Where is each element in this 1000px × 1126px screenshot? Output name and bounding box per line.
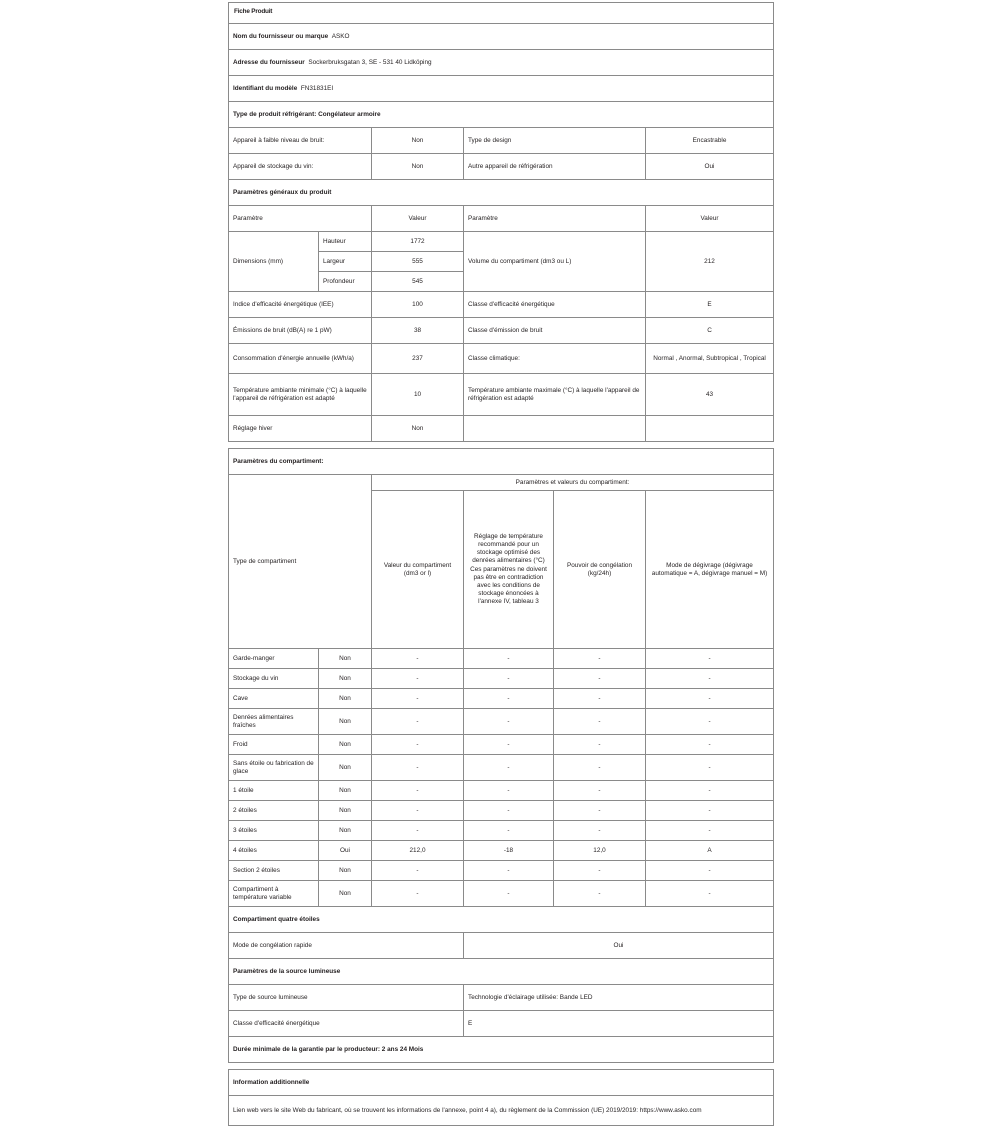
- compartment-freezing: -: [554, 861, 646, 881]
- annual-energy-label: Consommation d'énergie annuelle (kWh/a): [229, 344, 372, 374]
- light-type-row: [229, 985, 774, 1011]
- compartment-temp: -: [464, 755, 554, 781]
- compartment-temp: -: [464, 801, 554, 821]
- additional-info-row: [229, 1096, 774, 1126]
- compartment-temp: -: [464, 735, 554, 755]
- compartment-defrost: -: [646, 801, 774, 821]
- noise-class-label: Classe d'émission de bruit: [464, 318, 646, 344]
- iee-value: 100: [372, 292, 464, 318]
- compartment-volume: -: [372, 801, 464, 821]
- table-row: [229, 801, 774, 821]
- max-temp-value: 43: [646, 374, 774, 416]
- energy-class-label: Classe d'efficacité énergétique: [464, 292, 646, 318]
- product-type-row: [229, 102, 774, 128]
- winter-empty-value: [646, 416, 774, 442]
- min-temp-label: Température ambiante minimale (°C) à laquelle l'appareil de réfrigération est adapté: [229, 374, 372, 416]
- compartment-col-defrost: Mode de dégivrage (dégivrage automatique = A, dégivrage manuel = M): [646, 491, 774, 649]
- compartment-name: Stockage du vin: [229, 669, 319, 689]
- annual-energy-row: [229, 344, 774, 374]
- table-row: [229, 841, 774, 861]
- compartment-freezing: -: [554, 881, 646, 907]
- other-refrig-value: Oui: [646, 154, 774, 180]
- compartment-freezing: -: [554, 781, 646, 801]
- compartment-name: 2 étoiles: [229, 801, 319, 821]
- compartment-group-header: Paramètres et valeurs du compartiment:: [372, 475, 774, 491]
- address-value: Sockerbruksgatan 3, SE - 531 40 Lidköping: [308, 58, 432, 66]
- compartment-name: Compartiment à température variable: [229, 881, 319, 907]
- low-noise-row: [229, 128, 774, 154]
- compartment-freezing: -: [554, 689, 646, 709]
- compartment-col-type: Type de compartiment: [229, 475, 372, 649]
- compartment-defrost: -: [646, 649, 774, 669]
- model-cell: [229, 76, 774, 102]
- compartment-defrost: A: [646, 841, 774, 861]
- col-value-right: Valeur: [646, 206, 774, 232]
- compartment-defrost: -: [646, 861, 774, 881]
- low-noise-label: Appareil à faible niveau de bruit:: [229, 128, 372, 154]
- compartment-freezing: -: [554, 709, 646, 735]
- compartment-defrost: -: [646, 781, 774, 801]
- compartment-temp: -: [464, 861, 554, 881]
- dimension-height-row: [229, 232, 774, 252]
- model-value: FN31831EI: [300, 84, 334, 92]
- dimensions-label: Dimensions (mm): [229, 232, 319, 292]
- compartment-volume: -: [372, 709, 464, 735]
- compartment-present: Non: [319, 689, 372, 709]
- product-type: Type de produit réfrigérant: Congélateur armoire: [229, 102, 774, 128]
- compartment-defrost: -: [646, 881, 774, 907]
- depth-label: Profondeur: [319, 272, 372, 292]
- compartment-defrost: -: [646, 689, 774, 709]
- table-row: [229, 781, 774, 801]
- wine-storage-value: Non: [372, 154, 464, 180]
- table-row: [229, 821, 774, 841]
- compartment-volume-label: Volume du compartiment (dm3 ou L): [464, 232, 646, 292]
- compartment-defrost: -: [646, 709, 774, 735]
- compartment-freezing: -: [554, 649, 646, 669]
- compartment-freezing: -: [554, 801, 646, 821]
- additional-section-header: [229, 1070, 774, 1096]
- iee-label: Indice d'efficacité énergétique (IEE): [229, 292, 372, 318]
- compartment-name: Section 2 étoiles: [229, 861, 319, 881]
- compartment-col-temp: Réglage de température recommandé pour un stockage optimisé des denrées alimentaires (°C) Ces paramètres ne doivent pas être en contradiction avec les conditions de stockage énoncées à l'annexe IV, tableau 3: [464, 491, 554, 649]
- supplier-row: [229, 24, 774, 50]
- iee-row: [229, 292, 774, 318]
- col-param-left: Paramètre: [229, 206, 372, 232]
- winter-setting-row: [229, 416, 774, 442]
- compartment-temp: -: [464, 881, 554, 907]
- noise-value: 38: [372, 318, 464, 344]
- compartment-freezing: -: [554, 669, 646, 689]
- compartment-section-title: Paramètres du compartiment:: [229, 449, 774, 475]
- title-row: [229, 3, 774, 24]
- general-section-header: [229, 180, 774, 206]
- compartment-present: Non: [319, 755, 372, 781]
- table-row: [229, 669, 774, 689]
- compartment-volume: -: [372, 821, 464, 841]
- table-row: [229, 689, 774, 709]
- compartment-volume: -: [372, 649, 464, 669]
- col-param-right: Paramètre: [464, 206, 646, 232]
- light-class-value: E: [464, 1011, 774, 1037]
- light-source-section-title: Paramètres de la source lumineuse: [229, 959, 774, 985]
- compartment-temp: -: [464, 821, 554, 841]
- table-row: [229, 881, 774, 907]
- design-type-label: Type de design: [464, 128, 646, 154]
- compartment-name: Sans étoile ou fabrication de glace: [229, 755, 319, 781]
- compartment-volume: -: [372, 689, 464, 709]
- compartment-group-header-row: [229, 475, 774, 491]
- other-refrig-label: Autre appareil de réfrigération: [464, 154, 646, 180]
- climate-class-value: Normal , Anormal, Subtropical , Tropical: [646, 344, 774, 374]
- compartment-present: Non: [319, 669, 372, 689]
- compartment-name: Froid: [229, 735, 319, 755]
- section-spacer-1: [229, 442, 774, 449]
- compartment-volume: -: [372, 755, 464, 781]
- compartment-freezing: -: [554, 755, 646, 781]
- fast-freeze-value: Oui: [464, 933, 774, 959]
- compartment-present: Non: [319, 801, 372, 821]
- additional-section-title: Information additionnelle: [229, 1070, 774, 1096]
- compartment-temp: -18: [464, 841, 554, 861]
- fast-freeze-row: [229, 933, 774, 959]
- compartment-present: Non: [319, 709, 372, 735]
- winter-setting-value: Non: [372, 416, 464, 442]
- compartment-volume: -: [372, 781, 464, 801]
- compartment-volume: -: [372, 735, 464, 755]
- compartment-present: Non: [319, 781, 372, 801]
- compartment-volume: -: [372, 861, 464, 881]
- four-star-section-title: Compartiment quatre étoiles: [229, 907, 774, 933]
- compartment-temp: -: [464, 781, 554, 801]
- compartment-name: Denrées alimentaires fraîches: [229, 709, 319, 735]
- address-cell: [229, 50, 774, 76]
- compartment-freezing: -: [554, 821, 646, 841]
- general-column-headers: [229, 206, 774, 232]
- design-type-value: Encastrable: [646, 128, 774, 154]
- warranty-text: Durée minimale de la garantie par le producteur: 2 ans 24 Mois: [229, 1037, 774, 1063]
- noise-class-value: C: [646, 318, 774, 344]
- winter-setting-label: Réglage hiver: [229, 416, 372, 442]
- table-row: [229, 861, 774, 881]
- compartment-col-freezing: Pouvoir de congélation (kg/24h): [554, 491, 646, 649]
- ambient-temp-row: [229, 374, 774, 416]
- width-label: Largeur: [319, 252, 372, 272]
- address-row: [229, 50, 774, 76]
- light-class-label: Classe d'efficacité énergétique: [229, 1011, 464, 1037]
- annual-energy-value: 237: [372, 344, 464, 374]
- compartment-present: Non: [319, 735, 372, 755]
- fast-freeze-label: Mode de congélation rapide: [229, 933, 464, 959]
- compartment-present: Oui: [319, 841, 372, 861]
- compartment-present: Non: [319, 821, 372, 841]
- general-section-title: Paramètres généraux du produit: [229, 180, 774, 206]
- climate-class-label: Classe climatique:: [464, 344, 646, 374]
- min-temp-value: 10: [372, 374, 464, 416]
- wine-storage-label: Appareil de stockage du vin:: [229, 154, 372, 180]
- warranty-row: [229, 1037, 774, 1063]
- height-label: Hauteur: [319, 232, 372, 252]
- compartment-freezing: -: [554, 735, 646, 755]
- winter-empty-label: [464, 416, 646, 442]
- col-value-left: Valeur: [372, 206, 464, 232]
- supplier-label: Nom du fournisseur ou marque: [233, 32, 329, 40]
- supplier-cell: [229, 24, 774, 50]
- compartment-temp: -: [464, 689, 554, 709]
- light-type-value: Technologie d'éclairage utilisée: Bande LED: [464, 985, 774, 1011]
- height-value: 1772: [372, 232, 464, 252]
- compartment-temp: -: [464, 709, 554, 735]
- depth-value: 545: [372, 272, 464, 292]
- compartment-present: Non: [319, 881, 372, 907]
- table-row: [229, 735, 774, 755]
- light-class-row: [229, 1011, 774, 1037]
- compartment-defrost: -: [646, 821, 774, 841]
- table-row: [229, 709, 774, 735]
- light-source-section-header: [229, 959, 774, 985]
- noise-label: Émissions de bruit (dB(A) re 1 pW): [229, 318, 372, 344]
- table-row: [229, 649, 774, 669]
- compartment-present: Non: [319, 861, 372, 881]
- compartment-name: Garde-manger: [229, 649, 319, 669]
- compartment-name: 4 étoiles: [229, 841, 319, 861]
- page-title: Fiche Produit: [229, 3, 774, 24]
- four-star-section-header: [229, 907, 774, 933]
- compartment-defrost: -: [646, 669, 774, 689]
- wine-storage-row: [229, 154, 774, 180]
- additional-info-text: Lien web vers le site Web du fabricant, où se trouvent les informations de l'annexe, point 4 a), du règlement de la Commission (UE) 2019/2019: https://www.asko.com: [229, 1096, 774, 1126]
- compartment-name: Cave: [229, 689, 319, 709]
- model-row: [229, 76, 774, 102]
- compartment-volume: 212,0: [372, 841, 464, 861]
- fiche-main-table: [228, 2, 774, 1126]
- compartment-temp: -: [464, 669, 554, 689]
- table-row: [229, 755, 774, 781]
- max-temp-label: Température ambiante maximale (°C) à laquelle l'appareil de réfrigération est adapté: [464, 374, 646, 416]
- supplier-value: ASKO: [331, 32, 350, 40]
- compartment-defrost: -: [646, 755, 774, 781]
- compartment-present: Non: [319, 649, 372, 669]
- compartment-volume: -: [372, 669, 464, 689]
- low-noise-value: Non: [372, 128, 464, 154]
- compartment-volume: -: [372, 881, 464, 907]
- product-fiche-sheet: [228, 2, 773, 1126]
- compartment-name: 1 étoile: [229, 781, 319, 801]
- address-label: Adresse du fournisseur: [233, 58, 305, 66]
- compartment-defrost: -: [646, 735, 774, 755]
- compartment-freezing: 12,0: [554, 841, 646, 861]
- energy-class-value: E: [646, 292, 774, 318]
- light-type-label: Type de source lumineuse: [229, 985, 464, 1011]
- width-value: 555: [372, 252, 464, 272]
- section-spacer-2: [229, 1063, 774, 1070]
- compartment-temp: -: [464, 649, 554, 669]
- noise-row: [229, 318, 774, 344]
- compartment-col-volume: Valeur du compartiment (dm3 or l): [372, 491, 464, 649]
- compartment-name: 3 étoiles: [229, 821, 319, 841]
- compartment-section-header: [229, 449, 774, 475]
- model-label: Identifiant du modèle: [233, 84, 298, 92]
- compartment-volume-value: 212: [646, 232, 774, 292]
